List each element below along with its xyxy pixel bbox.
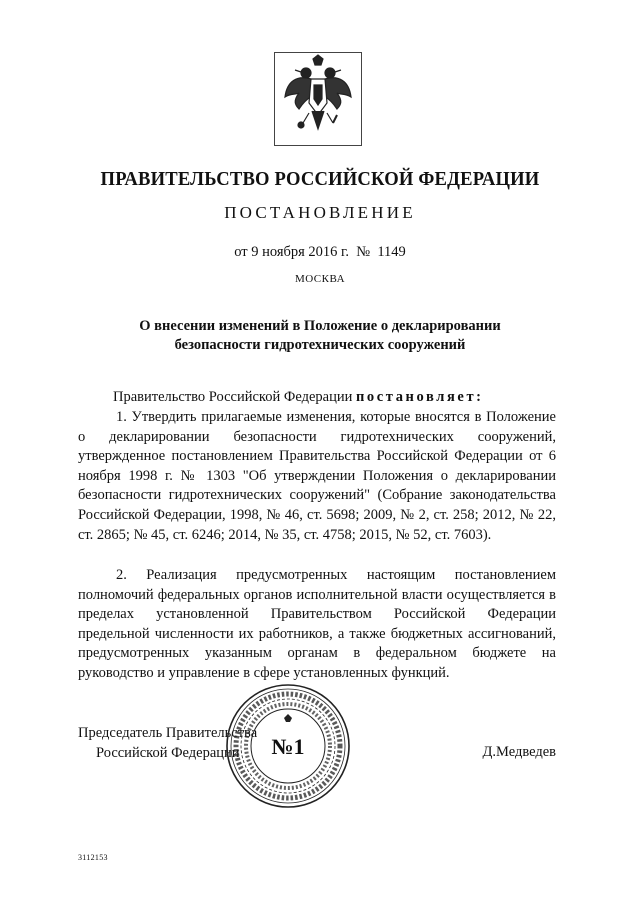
decree-item-1: 1. Утвердить прилагаемые изменения, которые вносятся в Положение о декларировании безопасности гидротехнических сооружений, утвержденное постановлением Правительства Российской Федерации от 6 ноября 1998 г. № 1303 "Об утверждении Положения о декларировании безопасности гидротехнических сооружений" (Собрание законодательства Российской Федерации, 1998, № 46, ст. 5698; 2009, № 2, ст. 258; 2012, № 22, ст. 2865; № 45, ст. 6246; 2014, № 35, ст. 4758; 2015, № 52, ст. 7603). <box>78 409 556 543</box>
document-code: 3112153 <box>78 853 108 862</box>
intro-text: Правительство Российской Федерации <box>113 389 353 405</box>
document-date-line <box>0 244 640 261</box>
document-number: 1149 <box>377 244 406 260</box>
document-type: ПОСТАНОВЛЕНИЕ <box>224 203 416 222</box>
government-title: ПРАВИТЕЛЬСТВО РОССИЙСКОЙ ФЕДЕРАЦИИ <box>100 168 540 190</box>
document-subject <box>0 317 640 355</box>
decree-intro <box>113 388 556 408</box>
position-line-2: Российской Федерации <box>96 744 240 761</box>
decree-word: постановляет: <box>355 389 484 405</box>
number-label: № <box>356 244 371 260</box>
double-headed-eagle-emblem-icon <box>275 53 361 145</box>
state-emblem-frame <box>274 52 362 146</box>
document-date: от 9 ноября 2016 г. <box>234 244 349 260</box>
seal-number: №1 <box>271 734 305 759</box>
position-line-1: Председатель Правительства <box>78 725 258 741</box>
document-city: МОСКВА <box>294 273 346 285</box>
official-seal <box>224 682 352 810</box>
decree-item-2: 2. Реализация предусмотренных настоящим постановлением полномочий федеральных органов исполнительной власти осуществляется в пределах установленной Правительством Российской Федерации предельной численности их работников, а также бюджетных ассигнований, предусмотренных указанным органам в федеральном бюджете на руководство и управление в сфере установленных функций. <box>78 567 556 681</box>
subject-line-2: безопасности гидротехнических сооружений <box>174 337 466 353</box>
subject-line-1: О внесении изменений в Положение о декларировании <box>139 318 501 334</box>
signatory-name: Д.Медведев <box>482 744 556 760</box>
round-stamp-icon <box>224 682 352 810</box>
